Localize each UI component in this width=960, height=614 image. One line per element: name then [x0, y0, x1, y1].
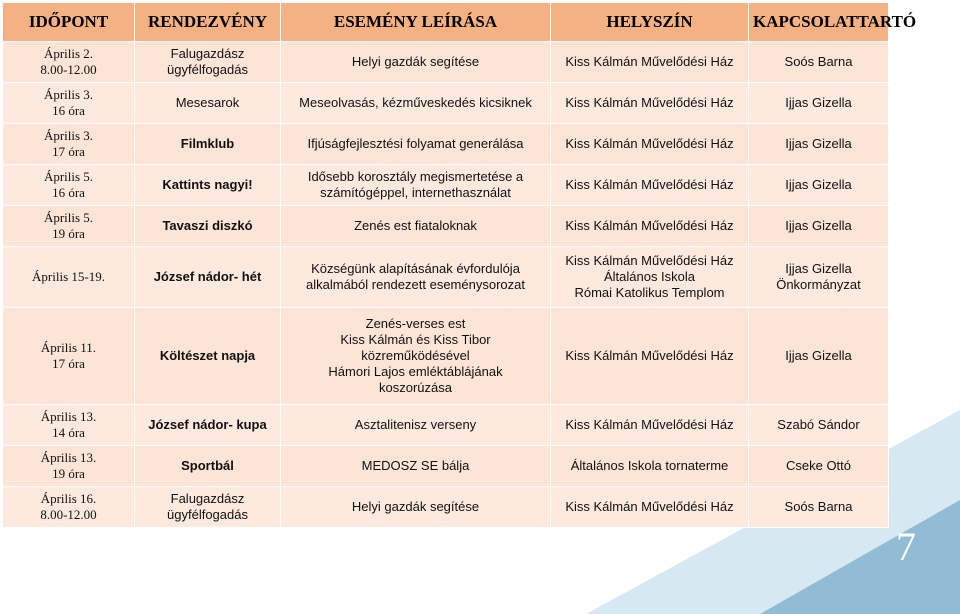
table-row [3, 206, 889, 247]
contact-cell: Ijjas Gizella [749, 83, 889, 124]
header-contact: KAPCSOLATTARTÓ [749, 3, 889, 42]
header-event: RENDEZVÉNY [135, 3, 281, 42]
event-cell: Falugazdász ügyfélfogadás [135, 487, 281, 528]
contact-cell: Ijjas Gizella [749, 206, 889, 247]
contact-cell: Cseke Ottó [749, 446, 889, 487]
description-cell: Helyi gazdák segítése [281, 42, 551, 83]
contact-cell: Soós Barna [749, 487, 889, 528]
event-cell: Költészet napja [135, 308, 281, 405]
description-cell: Községünk alapításának évfordulója alkalmából rendezett eseménysorozat [281, 247, 551, 308]
table-row [3, 446, 889, 487]
date-cell: Április 5. 19 óra [3, 206, 135, 247]
event-cell: József nádor- hét [135, 247, 281, 308]
venue-cell: Kiss Kálmán Művelődési Ház Általános Iskola Római Katolikus Templom [551, 247, 749, 308]
date-cell: Április 13. 19 óra [3, 446, 135, 487]
header-date: IDŐPONT [3, 3, 135, 42]
table-row [3, 83, 889, 124]
date-cell: Április 2. 8.00-12.00 [3, 42, 135, 83]
description-cell: Asztalitenisz verseny [281, 405, 551, 446]
venue-cell: Kiss Kálmán Művelődési Ház [551, 206, 749, 247]
header-description: ESEMÉNY LEÍRÁSA [281, 3, 551, 42]
table-row [3, 405, 889, 446]
venue-cell: Kiss Kálmán Művelődési Ház [551, 83, 749, 124]
description-cell: Meseolvasás, kézműveskedés kicsiknek [281, 83, 551, 124]
description-cell: MEDOSZ SE bálja [281, 446, 551, 487]
contact-cell: Ijjas Gizella [749, 124, 889, 165]
venue-cell: Általános Iskola tornaterme [551, 446, 749, 487]
contact-cell: Soós Barna [749, 42, 889, 83]
event-cell: Falugazdász ügyfélfogadás [135, 42, 281, 83]
table-row [3, 308, 889, 405]
venue-cell: Kiss Kálmán Művelődési Ház [551, 124, 749, 165]
table-header-row [3, 3, 889, 42]
table-row [3, 42, 889, 83]
date-cell: Április 3. 16 óra [3, 83, 135, 124]
event-cell: Filmklub [135, 124, 281, 165]
description-cell: Idősebb korosztály megismertetése a számítógéppel, internethasználat [281, 165, 551, 206]
date-cell: Április 5. 16 óra [3, 165, 135, 206]
table-row [3, 487, 889, 528]
contact-cell: Ijjas Gizella Önkormányzat [749, 247, 889, 308]
date-cell: Április 3. 17 óra [3, 124, 135, 165]
event-cell: Tavaszi diszkó [135, 206, 281, 247]
table-row [3, 247, 889, 308]
contact-cell: Ijjas Gizella [749, 308, 889, 405]
description-cell: Helyi gazdák segítése [281, 487, 551, 528]
contact-cell: Szabó Sándor [749, 405, 889, 446]
date-cell: Április 16. 8.00-12.00 [3, 487, 135, 528]
venue-cell: Kiss Kálmán Művelődési Ház [551, 308, 749, 405]
event-cell: Sportbál [135, 446, 281, 487]
venue-cell: Kiss Kálmán Művelődési Ház [551, 42, 749, 83]
date-cell: Április 15-19. [3, 247, 135, 308]
description-cell: Zenés-verses est Kiss Kálmán és Kiss Tibor közreműködésével Hámori Lajos emléktáblájának koszorúzása [281, 308, 551, 405]
table-row [3, 165, 889, 206]
contact-cell: Ijjas Gizella [749, 165, 889, 206]
description-cell: Ifjúságfejlesztési folyamat generálása [281, 124, 551, 165]
event-schedule-table [2, 2, 917, 528]
page-number: 7 [896, 524, 916, 569]
date-cell: Április 13. 14 óra [3, 405, 135, 446]
venue-cell: Kiss Kálmán Művelődési Ház [551, 487, 749, 528]
event-cell: Mesesarok [135, 83, 281, 124]
venue-cell: Kiss Kálmán Művelődési Ház [551, 165, 749, 206]
event-cell: József nádor- kupa [135, 405, 281, 446]
event-cell: Kattints nagyi! [135, 165, 281, 206]
venue-cell: Kiss Kálmán Művelődési Ház [551, 405, 749, 446]
header-venue: HELYSZÍN [551, 3, 749, 42]
table-row [3, 124, 889, 165]
description-cell: Zenés est fiataloknak [281, 206, 551, 247]
date-cell: Április 11. 17 óra [3, 308, 135, 405]
